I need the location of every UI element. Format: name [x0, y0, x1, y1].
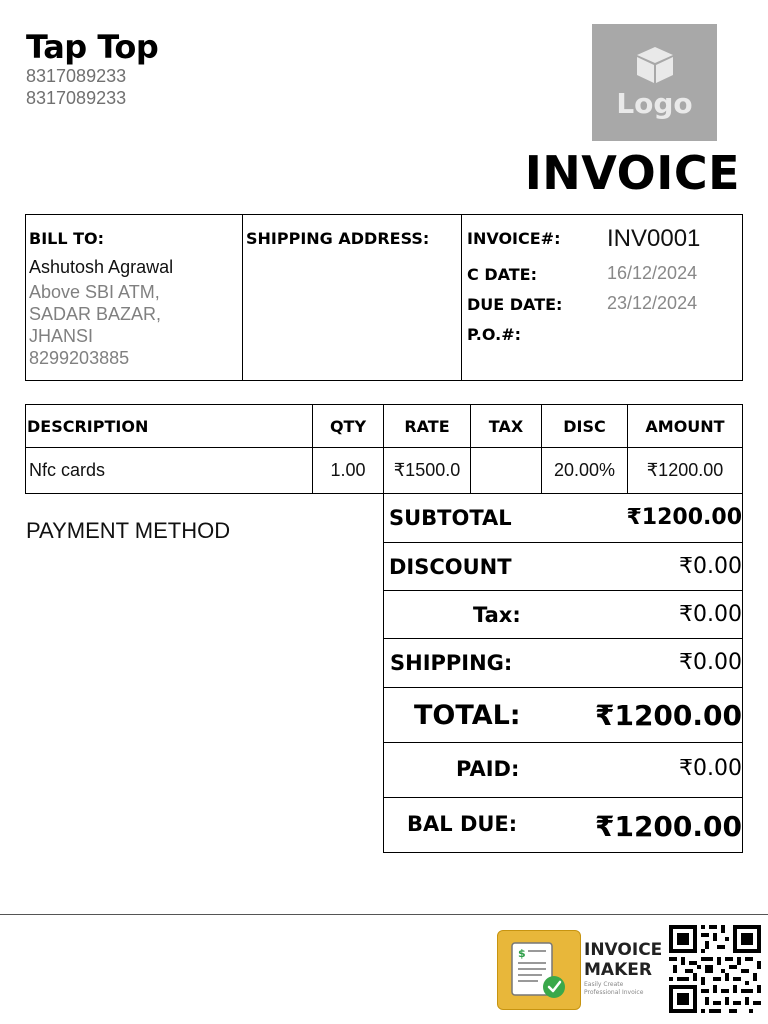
table-row — [26, 448, 742, 493]
invoice-number-label: INVOICE#: — [467, 229, 561, 248]
tax-row — [384, 590, 742, 638]
bill-to-section — [26, 215, 243, 380]
discount-value: ₹0.00 — [679, 554, 742, 579]
company-logo-placeholder — [592, 24, 717, 141]
box-icon — [633, 45, 677, 85]
item-rate: ₹1500.0 — [384, 448, 471, 493]
creation-date: 16/12/2024 — [607, 263, 698, 283]
shipping-address-section — [243, 215, 462, 380]
document-title: INVOICE — [524, 146, 740, 200]
column-header-tax: TAX — [471, 405, 542, 447]
shipping-label: SHIPPING: — [390, 651, 513, 675]
invoice-maker-brand — [584, 940, 662, 980]
bill-to-address-line: JHANSI — [29, 326, 94, 346]
due-date: 23/12/2024 — [607, 293, 698, 313]
subtotal-label: SUBTOTAL — [389, 506, 512, 530]
bill-to-address-line: SADAR BAZAR, — [29, 304, 162, 324]
invoice-number: INV0001 — [607, 225, 701, 252]
svg-text:$: $ — [518, 947, 526, 960]
invoice-info-section — [462, 215, 742, 380]
total-row — [384, 687, 742, 742]
brand-line: INVOICE — [584, 940, 663, 960]
company-name: Tap Top — [26, 28, 159, 66]
tax-label: Tax: — [473, 603, 521, 627]
bill-to-phone: 8299203885 — [29, 348, 130, 368]
item-amount: ₹1200.00 — [646, 460, 724, 480]
receipt-icon — [498, 931, 582, 1011]
shipping-row — [384, 638, 742, 687]
tagline-line: Professional Invoice — [584, 989, 644, 996]
items-table-header — [26, 405, 742, 448]
item-discount: 20.00% — [542, 448, 628, 493]
tagline-line: Easily Create — [584, 981, 624, 988]
brand-line: MAKER — [584, 960, 652, 980]
payment-method-label: PAYMENT METHOD — [26, 518, 231, 543]
invoice-maker-tagline — [584, 981, 643, 997]
subtotal-row — [384, 494, 742, 542]
balance-due-value: ₹1200.00 — [594, 810, 742, 843]
company-phone-secondary: 8317089233 — [26, 88, 127, 108]
column-header-description: DESCRIPTION — [26, 405, 313, 447]
bill-to-address-line: Above SBI ATM, — [29, 282, 160, 302]
column-header-amount: AMOUNT — [645, 416, 725, 436]
column-header-qty: QTY — [313, 405, 384, 447]
items-table — [25, 404, 743, 494]
item-tax — [471, 448, 542, 493]
paid-value: ₹0.00 — [679, 756, 742, 781]
discount-row — [384, 542, 742, 590]
item-qty: 1.00 — [313, 448, 384, 493]
logo-text: Logo — [616, 87, 693, 120]
shipping-value: ₹0.00 — [679, 650, 742, 675]
qr-code-icon — [669, 925, 761, 1013]
bill-to-label: BILL TO: — [29, 229, 105, 248]
po-number-label: P.O.#: — [467, 325, 521, 344]
paid-label: PAID: — [456, 757, 520, 781]
item-description: Nfc cards — [26, 448, 313, 493]
invoice-maker-app-icon — [497, 930, 581, 1010]
paid-row — [384, 742, 742, 797]
bill-to-name: Ashutosh Agrawal — [29, 257, 174, 277]
company-phone: 8317089233 — [26, 66, 127, 86]
total-value: ₹1200.00 — [594, 699, 742, 732]
address-block — [25, 214, 743, 381]
tax-value: ₹0.00 — [679, 602, 742, 627]
column-header-rate: RATE — [384, 405, 471, 447]
column-header-disc: DISC — [542, 405, 628, 447]
discount-label: DISCOUNT — [389, 555, 512, 579]
shipping-address-label: SHIPPING ADDRESS: — [246, 229, 430, 248]
creation-date-label: C DATE: — [467, 265, 537, 284]
balance-due-row — [384, 797, 742, 852]
subtotal-value: ₹1200.00 — [626, 505, 742, 530]
footer-divider — [0, 914, 768, 915]
totals-table — [383, 494, 743, 853]
balance-due-label: BAL DUE: — [407, 812, 518, 836]
total-label: TOTAL: — [414, 700, 521, 731]
due-date-label: DUE DATE: — [467, 295, 563, 314]
